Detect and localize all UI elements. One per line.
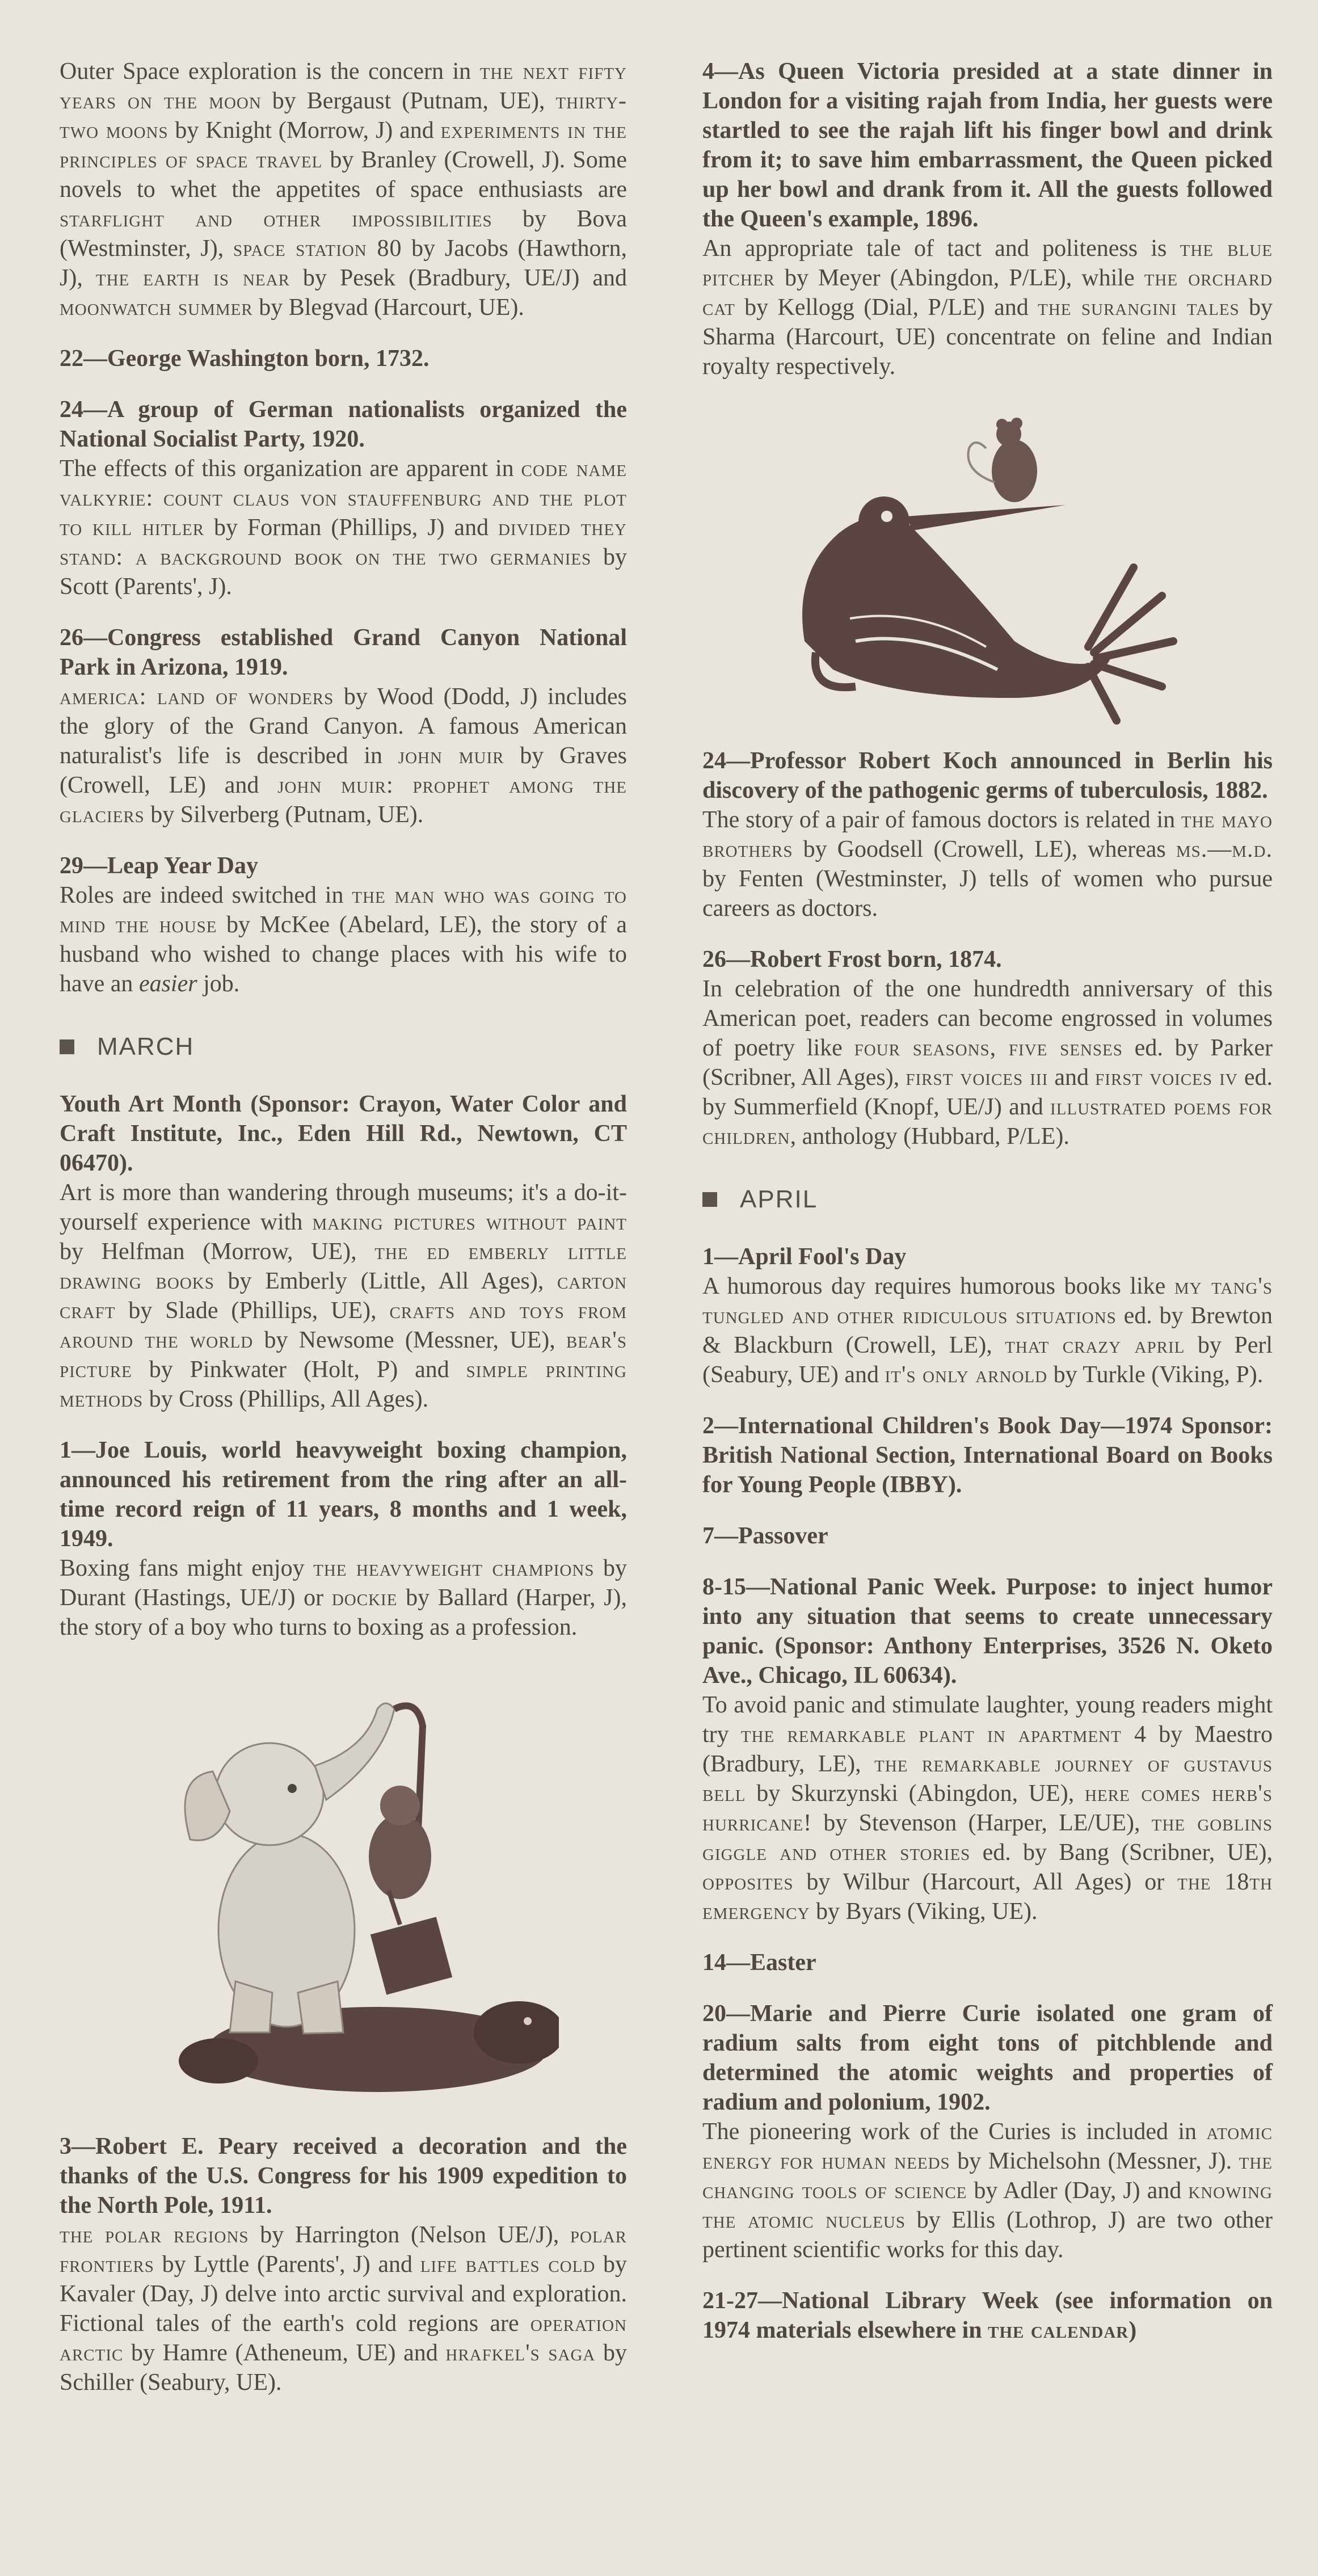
section-heading-april — [702, 1185, 1273, 1214]
text-run: The pioneering work of the Curies is included in — [702, 2119, 1207, 2145]
entry-apr-14 — [702, 1948, 1273, 1977]
entry-feb-24 — [60, 395, 627, 601]
text-run: by Wood (Dodd, J) includes the glory of the Grand Canyon. A famous American naturalist's life is described in — [60, 684, 627, 769]
book-title: the blue pitcher — [702, 235, 1273, 291]
book-title: the remarkable journey of gustavus bell — [702, 1751, 1273, 1807]
book-title: experiments in the principles of space travel — [60, 117, 627, 173]
entry-heading: 20—Marie and Pierre Curie isolated one gram of radium salts from eight tons of pitchblende and determined the atomic weights and properties of radium and polonium, 1902. — [702, 2001, 1273, 2115]
text-run: by Pesek (Bradbury, UE/J) and — [289, 265, 627, 291]
book-title: the earth is near — [95, 265, 290, 291]
entry-heading: 24—Professor Robert Koch announced in Berlin his discovery of the pathogenic germs of tuberculosis, 1882. — [702, 748, 1273, 803]
book-title: moonwatch summer — [60, 294, 253, 321]
section-title: MARCH — [97, 1033, 195, 1060]
book-title: making pictures without paint — [312, 1209, 627, 1235]
text-run: Art is more than wandering through museums; it's a do-it-yourself experience with — [60, 1180, 627, 1235]
book-title: the man who was going to mind the house — [60, 882, 628, 938]
text-run: by Lyttle (Parents', J) and — [154, 2251, 420, 2278]
book-title: the polar regions — [60, 2222, 249, 2248]
text-run: by Fenten (Westminster, J) tells of women who pursue careers as doctors. — [702, 866, 1273, 921]
text-run: by Newsome (Messner, UE), — [253, 1327, 566, 1353]
text-run: The effects of this organization are apparent in — [60, 456, 521, 482]
book-title: the orchard cat — [702, 265, 1273, 321]
text-run: ) — [1128, 2317, 1137, 2343]
text-run: by Byars (Viking, UE). — [810, 1899, 1038, 1925]
text-run: ed. by Brewton & Blackburn (Crowell, LE), — [702, 1303, 1273, 1358]
book-title: the remarkable plant in apartment 4 — [740, 1721, 1147, 1748]
book-title: opposites — [702, 1869, 794, 1895]
text-run: by Branley (Crowell, J). Some novels to whet the appetites of space enthusiasts are — [60, 147, 628, 203]
text-run: by Kellogg (Dial, P/LE) and — [735, 294, 1038, 321]
book-title: carton craft — [60, 1268, 628, 1324]
book-title: life battles cold — [420, 2251, 596, 2278]
entry-apr-20 — [702, 1999, 1273, 2264]
text-run: ed. by Parker (Scribner, All Ages), — [702, 1035, 1273, 1091]
entry-heading: 2—International Children's Book Day—1974 Sponsor: British National Section, International Board on Books for Young People (IBBY). — [702, 1413, 1273, 1498]
entry-feb-26 — [60, 623, 627, 830]
text-run: by Goodsell (Crowell, LE), whereas — [793, 836, 1176, 862]
book-title: bear's picture — [60, 1327, 627, 1383]
text-run: by Turkle (Viking, P). — [1047, 1362, 1264, 1388]
entry-body — [60, 682, 627, 830]
entry-heading: 7—Passover — [702, 1523, 828, 1549]
text-run: by Adler (Day, J) and — [967, 2178, 1189, 2204]
entry-heading: 1—April Fool's Day — [702, 1244, 907, 1270]
entry-heading: 26—Robert Frost born, 1874. — [702, 946, 1002, 973]
square-bullet-icon — [702, 1192, 717, 1207]
book-title: space station 80 — [233, 235, 402, 262]
entry-apr-21-27 — [702, 2286, 1273, 2345]
text-run: by Helfman (Morrow, UE), — [60, 1239, 375, 1265]
entry-mar-24 — [702, 746, 1273, 923]
text-run: by Scott (Parents', J). — [60, 544, 628, 600]
text-run: by Maestro (Bradbury, LE), — [702, 1721, 1273, 1777]
book-title: that crazy april — [1005, 1332, 1185, 1358]
entry-heading: 14—Easter — [702, 1950, 816, 1976]
entry-outer-space — [60, 57, 627, 322]
entry-heading: 1—Joe Louis, world heavyweight boxing champion, announced his retirement from the ring after an all-time record reign of 11 years, 8 months and 1 week, 1949. — [60, 1437, 627, 1552]
book-title: atomic energy for human needs — [702, 2119, 1273, 2174]
book-title: the calendar — [988, 2317, 1129, 2343]
text-run: by Silverberg (Putnam, UE). — [144, 802, 424, 828]
entry-mar-26 — [702, 945, 1273, 1151]
book-title: my tang's tungled and other ridiculous situations — [702, 1273, 1273, 1329]
text-run: by Stevenson (Harper, LE/UE), — [812, 1810, 1152, 1836]
text-run: by Graves (Crowell, LE) and — [60, 743, 628, 798]
entry-body — [60, 454, 627, 601]
book-title: it's only arnold — [885, 1362, 1048, 1388]
text-run: ed. by Summerfield (Knopf, UE/J) and — [702, 1064, 1273, 1120]
text-run: by Durant (Hastings, UE/J) or — [60, 1555, 627, 1611]
text-run: by McKee (Abelard, LE), the story of a husband who wished to change places with his wife to have an — [60, 912, 628, 997]
emphasis-text: easier — [138, 971, 197, 997]
left-column — [60, 57, 627, 2419]
text-run: by Emberly (Little, All Ages), — [214, 1268, 558, 1294]
entry-body — [60, 1178, 627, 1414]
text-run: The story of a pair of famous doctors is related in — [702, 807, 1181, 833]
section-heading-march — [60, 1033, 627, 1061]
entry-heading: 26—Congress established Grand Canyon National Park in Arizona, 1919. — [60, 625, 627, 680]
entry-heading: 4—As Queen Victoria presided at a state dinner in London for a visiting rajah from India, her guests were startled to see the rajah lift his finger bowl and drink from it; to save him embarrassment, the Queen picked up her bowl and drank from it. All the guests followed the Queen's example, 1896. — [702, 58, 1273, 232]
right-column — [702, 57, 1273, 2367]
text-run: by Bergaust (Putnam, UE), — [261, 88, 556, 114]
text-run: To avoid panic and stimulate laughter, young readers might try — [702, 1692, 1273, 1748]
text-run: by Hamre (Atheneum, UE) and — [123, 2340, 446, 2366]
text-run: An appropriate tale of tact and politeness is — [702, 235, 1180, 262]
text-run: Outer Space exploration is the concern in — [60, 58, 480, 85]
text-run: by Jacobs (Hawthorn, J), — [60, 235, 627, 291]
entry-apr-1 — [702, 1242, 1273, 1390]
section-title: APRIL — [740, 1185, 818, 1213]
text-run: In celebration of the one hundredth anniversary of this American poet, readers can become engrossed in volumes of poetry like — [702, 976, 1273, 1061]
bird-with-mouse-illustration — [770, 403, 1179, 732]
text-run: by Forman (Phillips, J) and — [204, 515, 498, 541]
entry-feb-22 — [60, 344, 627, 373]
entry-heading: Youth Art Month (Sponsor: Crayon, Water Color and Craft Institute, Inc., Eden Hill Rd., Newtown, CT 06470). — [60, 1091, 627, 1176]
book-title: the ed emberly little drawing books — [60, 1239, 627, 1294]
text-run: ed. by Bang (Scribner, UE), — [970, 1840, 1273, 1866]
entry-mar-3 — [60, 2132, 627, 2397]
elephant-monkey-hippo-illustration — [150, 1686, 559, 2106]
square-bullet-icon — [60, 1039, 74, 1054]
entry-youth-art-month — [60, 1089, 627, 1414]
text-run: by Pinkwater (Holt, P) and — [132, 1357, 466, 1383]
text-run: 21-27—National Library Week (see information on 1974 materials elsewhere in — [702, 2288, 1273, 2343]
book-title: the mayo brothers — [702, 807, 1273, 862]
entry-body — [702, 974, 1273, 1151]
entry-body — [60, 2220, 627, 2397]
entry-body — [702, 2117, 1273, 2264]
text-run: by Wilbur (Harcourt, All Ages) or — [793, 1869, 1178, 1895]
entry-body — [60, 57, 627, 322]
text-run: Boxing fans might enjoy — [60, 1555, 314, 1581]
book-title: starflight and other impossibilities — [60, 206, 492, 232]
book-title: knowing the atomic nucleus — [702, 2178, 1273, 2233]
entry-apr-8-15 — [702, 1572, 1273, 1926]
book-title: illustrated poems for children — [702, 1094, 1273, 1150]
book-title: the goblins giggle and other stories — [702, 1810, 1273, 1866]
entry-body — [702, 805, 1273, 923]
book-title: ms.—m.d. — [1176, 836, 1273, 862]
entry-heading — [702, 2286, 1273, 2345]
entry-body — [702, 234, 1273, 381]
entry-heading: 3—Robert E. Peary received a decoration and the thanks of the U.S. Congress for his 1909 expedition to the North Pole, 1911. — [60, 2133, 627, 2219]
text-run: by Michelsohn (Messner, J). — [950, 2148, 1239, 2174]
text-run: by Ballard (Harper, J), the story of a boy who turns to boxing as a profession. — [60, 1585, 628, 1640]
entry-body — [702, 1690, 1273, 1926]
book-title: the changing tools of science — [702, 2148, 1273, 2204]
book-title: polar frontiers — [60, 2222, 627, 2278]
text-run: by Knight (Morrow, J) and — [168, 117, 441, 144]
book-title: thirty-two moons — [60, 88, 627, 144]
text-run: , anthology (Hubbard, P/LE). — [790, 1123, 1069, 1150]
book-title: america: land of wonders — [60, 684, 334, 710]
book-title: divided they stand: a background book on the two germanies — [60, 515, 628, 570]
text-run: by Perl (Seabury, UE) and — [702, 1332, 1273, 1388]
entry-heading: 24—A group of German nationalists organized the National Socialist Party, 1920. — [60, 397, 627, 452]
entry-apr-2 — [702, 1411, 1273, 1500]
book-title: the heavyweight champions — [313, 1555, 595, 1581]
book-title: the 18th emergency — [702, 1869, 1273, 1925]
book-title: code name valkyrie: count claus von stauffenburg and the plot to kill hitler — [60, 456, 627, 541]
text-run: job. — [197, 971, 240, 997]
book-title: operation arctic — [60, 2310, 627, 2366]
book-title: john muir: prophet among the glaciers — [60, 772, 627, 828]
entry-feb-29 — [60, 851, 627, 999]
text-run: by Cross (Phillips, All Ages). — [143, 1386, 429, 1412]
book-title: dockie — [331, 1585, 398, 1611]
text-run: by Schiller (Seabury, UE). — [60, 2340, 627, 2396]
book-title: john muir — [398, 743, 504, 769]
entry-body — [702, 1272, 1273, 1390]
text-run: and — [1048, 1064, 1096, 1091]
book-title: first voices iv — [1095, 1064, 1238, 1091]
entry-heading: 8-15—National Panic Week. Purpose: to inject humor into any situation that seems to create unnecessary panic. (Sponsor: Anthony Enterprises, 3526 N. Oketo Ave., Chicago, IL 60634). — [702, 1574, 1273, 1689]
entry-heading: 22—George Washington born, 1732. — [60, 346, 429, 372]
book-title: hrafkel's saga — [445, 2340, 596, 2366]
text-run: by Bova (Westminster, J), — [60, 206, 628, 262]
book-title: here comes herb's hurricane! — [702, 1781, 1273, 1836]
text-run: by Blegvad (Harcourt, UE). — [252, 294, 524, 321]
text-run: by Ellis (Lothrop, J) are two other pertinent scientific works for this day. — [702, 2207, 1273, 2263]
entry-mar-1 — [60, 1436, 627, 1642]
book-title: crafts and toys from around the world — [60, 1298, 627, 1353]
book-title: the surangini tales — [1038, 294, 1240, 321]
text-run: by Skurzynski (Abingdon, UE), — [746, 1781, 1085, 1807]
entry-mar-4 — [702, 57, 1273, 381]
text-run: A humorous day requires humorous books like — [702, 1273, 1174, 1299]
text-run: by Sharma (Harcourt, UE) concentrate on feline and Indian royalty respectively. — [702, 294, 1273, 380]
book-title: four seasons, five senses — [854, 1035, 1123, 1061]
entry-body — [60, 1554, 627, 1642]
text-run: by Slade (Phillips, UE), — [115, 1298, 390, 1324]
book-title: the next fifty years on the moon — [60, 58, 627, 114]
entry-body — [60, 881, 627, 999]
entry-apr-7 — [702, 1521, 1273, 1551]
text-run: by Kavaler (Day, J) delve into arctic survival and exploration. Fictional tales of the earth's cold regions are — [60, 2251, 628, 2337]
book-title: first voices iii — [906, 1064, 1048, 1091]
text-run: Roles are indeed switched in — [60, 882, 352, 908]
entry-heading: 29—Leap Year Day — [60, 853, 258, 879]
text-run: by Harrington (Nelson UE/J), — [249, 2222, 570, 2248]
book-title: simple printing methods — [60, 1357, 627, 1412]
text-run: by Meyer (Abingdon, P/LE), while — [774, 265, 1144, 291]
